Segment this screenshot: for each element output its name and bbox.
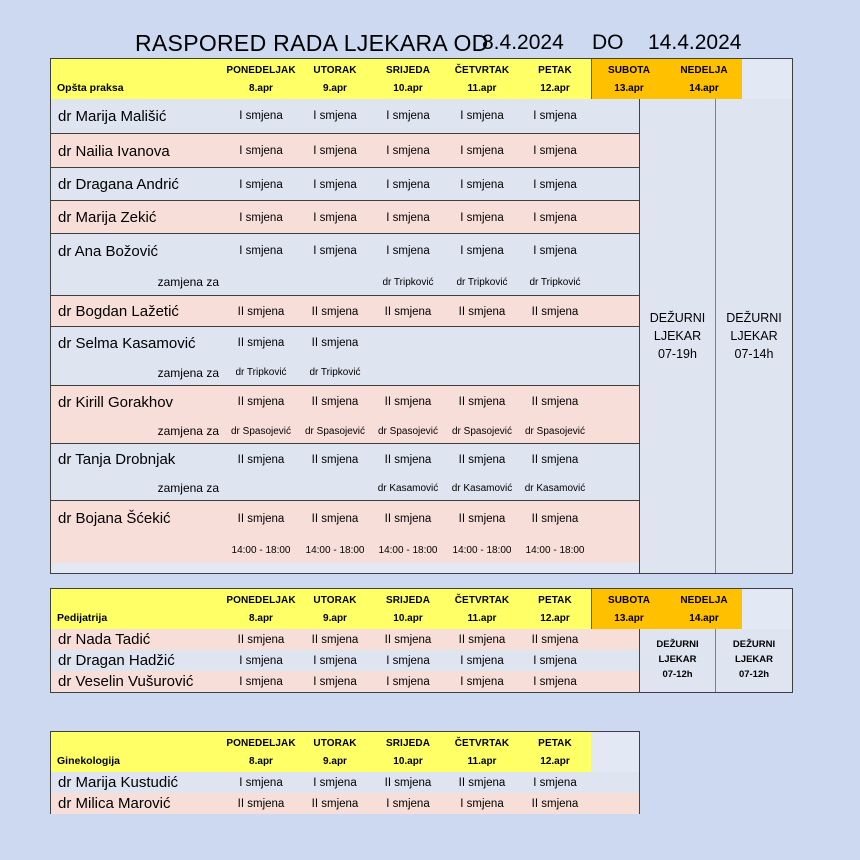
shift-cell: I smjena: [313, 110, 357, 122]
shift-cell: II smjena: [458, 305, 506, 318]
day-header-friday: PETAK 12.apr: [519, 59, 591, 99]
doctor-name: dr Kirill Gorakhov: [58, 393, 174, 411]
day-header-monday: PONEDELJAK 8.apr: [223, 59, 299, 99]
gynecology-rows: [51, 772, 639, 814]
doctor-name: dr Marija Kustudić: [58, 774, 179, 791]
shift-cell: II smjena: [237, 633, 285, 646]
gynecology-header-row: [51, 732, 639, 772]
ped-day-header-wednesday: SRIJEDA 10.apr: [371, 589, 445, 629]
shift-cell: I smjena: [386, 110, 430, 122]
doctor-name: dr Ana Božović: [58, 242, 159, 260]
table-row: [51, 233, 639, 295]
shift-cell: I smjena: [313, 245, 357, 257]
table-row: [51, 650, 639, 671]
note-cell: dr Spasojević: [304, 425, 366, 437]
duty-cell-saturday-pediatrics: DEŽURNI LJEKAR 07-12h: [640, 629, 715, 692]
doctor-name: dr Veselin Vušurović: [58, 673, 194, 690]
table-row: [51, 133, 639, 167]
shift-cell: I smjena: [313, 145, 357, 157]
gyn-day-header-friday: PETAK 12.apr: [519, 732, 591, 772]
doctor-name: dr Dragana Andrić: [58, 176, 179, 193]
shift-cell: I smjena: [239, 654, 283, 667]
shift-cell: I smjena: [386, 654, 430, 667]
shift-cell: II smjena: [311, 396, 359, 408]
table-row: [51, 295, 639, 326]
title-date-from: 8.4.2024: [482, 31, 564, 54]
shift-cell: I smjena: [386, 145, 430, 157]
shift-cell: I smjena: [386, 211, 430, 224]
shift-cell: II smjena: [531, 305, 579, 318]
shift-cell: I smjena: [460, 178, 504, 191]
table-row: [51, 385, 639, 443]
table-row: [51, 99, 639, 133]
note-cell: dr Spasojević: [377, 425, 439, 437]
doctor-name: dr Marija Zekić: [58, 209, 157, 226]
substitute-label: [51, 536, 223, 564]
note-cell: dr Kasamović: [377, 482, 439, 494]
shift-cell: II smjena: [531, 633, 579, 646]
shift-cell: II smjena: [311, 512, 359, 525]
ped-day-header-tuesday: UTORAK 9.apr: [299, 589, 371, 629]
shift-cell: II smjena: [384, 512, 432, 525]
duty-cell-sunday-pediatrics: DEŽURNI LJEKAR 07-12h: [715, 629, 792, 692]
gyn-day-header-wednesday: SRIJEDA 10.apr: [371, 732, 445, 772]
shift-cell: I smjena: [460, 211, 504, 224]
pediatrics-rows: [51, 629, 639, 692]
day-header-wednesday: SRIJEDA 10.apr: [371, 59, 445, 99]
shift-cell: II smjena: [384, 776, 432, 789]
doctor-name: dr Bojana Šćekić: [58, 510, 171, 527]
day-header-saturday: SUBOTA 13.apr: [591, 59, 666, 99]
shift-cell: II smjena: [237, 305, 285, 318]
note-cell: [299, 268, 371, 296]
shift-cell: II smjena: [311, 337, 359, 349]
department-label-pediatrics: Pedijatrija: [51, 589, 223, 629]
table-row: [51, 629, 639, 650]
note-cell: [519, 359, 591, 386]
ped-day-header-thursday: ČETVRTAK 11.apr: [445, 589, 519, 629]
pediatrics-table: [50, 588, 793, 693]
note-cell: 14:00 - 18:00: [452, 544, 512, 556]
note-cell: [223, 268, 299, 296]
shift-cell: I smjena: [533, 211, 577, 224]
shift-cell: I smjena: [460, 245, 504, 257]
table-row: [51, 500, 639, 563]
note-cell: dr Tripković: [382, 276, 434, 288]
ped-day-header-monday: PONEDELJAK 8.apr: [223, 589, 299, 629]
table-row: [51, 200, 639, 233]
table-row: [51, 326, 639, 385]
shift-cell: II smjena: [531, 512, 579, 525]
shift-cell: II smjena: [531, 453, 579, 466]
day-header-sunday: NEDELJA 14.apr: [666, 59, 742, 99]
note-cell: 14:00 - 18:00: [378, 544, 438, 556]
shift-cell: I smjena: [386, 797, 430, 810]
gyn-day-header-tuesday: UTORAK 9.apr: [299, 732, 371, 772]
department-label-general: Opšta praksa: [51, 59, 223, 99]
doctor-name: dr Dragan Hadžić: [58, 652, 175, 669]
shift-cell: I smjena: [239, 675, 283, 688]
shift-cell: II smjena: [311, 633, 359, 646]
note-cell: dr Spasojević: [524, 425, 586, 437]
page-title: [0, 26, 860, 60]
shift-cell: I smjena: [386, 675, 430, 688]
day-header-tuesday: UTORAK 9.apr: [299, 59, 371, 99]
shift-cell: II smjena: [458, 512, 506, 525]
doctor-name: dr Marija Mališić: [58, 107, 167, 125]
substitute-label: zamjena za: [157, 275, 219, 289]
general-practice-rows: [51, 99, 639, 563]
note-cell: [371, 359, 445, 386]
shift-cell: II smjena: [531, 396, 579, 408]
shift-cell: II smjena: [458, 453, 506, 466]
duty-cell-sunday-general: DEŽURNI LJEKAR 07-14h: [715, 99, 792, 573]
shift-cell: I smjena: [460, 145, 504, 157]
shift-cell: I smjena: [239, 145, 283, 157]
note-cell: 14:00 - 18:00: [525, 544, 585, 556]
table-row: [51, 793, 639, 814]
shift-cell: II smjena: [311, 453, 359, 466]
shift-cell: II smjena: [458, 776, 506, 789]
note-cell: dr Tripković: [529, 276, 581, 288]
shift-cell: I smjena: [460, 654, 504, 667]
title-connector: DO: [592, 31, 624, 54]
substitute-label: zamjena za: [157, 365, 219, 380]
shift-cell: [519, 327, 591, 359]
shift-cell: II smjena: [531, 797, 579, 810]
note-cell: 14:00 - 18:00: [305, 544, 365, 556]
department-label-gynecology: Ginekologija: [51, 732, 223, 772]
substitute-label: zamjena za: [157, 481, 219, 495]
shift-cell: I smjena: [239, 211, 283, 224]
table-row: [51, 167, 639, 200]
shift-cell: I smjena: [313, 654, 357, 667]
note-cell: [299, 475, 371, 501]
shift-cell: II smjena: [311, 797, 359, 810]
note-cell: dr Tripković: [235, 367, 287, 378]
shift-cell: I smjena: [386, 178, 430, 191]
shift-cell: II smjena: [384, 453, 432, 466]
shift-cell: I smjena: [239, 245, 283, 257]
shift-cell: I smjena: [313, 178, 357, 191]
general-practice-table: [50, 58, 793, 574]
shift-cell: I smjena: [313, 211, 357, 224]
note-cell: dr Spasojević: [451, 425, 513, 437]
shift-cell: II smjena: [237, 512, 285, 525]
ped-day-header-sunday: NEDELJA 14.apr: [666, 589, 742, 629]
shift-cell: I smjena: [460, 675, 504, 688]
shift-cell: I smjena: [460, 110, 504, 122]
doctor-name: dr Bogdan Lažetić: [58, 303, 179, 320]
title-text: RASPORED RADA LJEKARA OD: [135, 29, 489, 56]
shift-cell: II smjena: [237, 337, 285, 349]
note-cell: dr Spasojević: [230, 425, 292, 437]
shift-cell: II smjena: [237, 396, 285, 408]
shift-cell: I smjena: [239, 178, 283, 191]
shift-cell: I smjena: [533, 178, 577, 191]
shift-cell: [445, 327, 519, 359]
gynecology-table: [50, 731, 640, 814]
shift-cell: I smjena: [533, 110, 577, 122]
doctor-name: dr Nailia Ivanova: [58, 142, 170, 160]
shift-cell: I smjena: [386, 245, 430, 257]
doctor-name: dr Tanja Drobnjak: [58, 451, 176, 468]
table-row: [51, 671, 639, 692]
table-row: [51, 772, 639, 793]
note-cell: dr Tripković: [309, 367, 361, 378]
note-cell: 14:00 - 18:00: [231, 544, 291, 556]
shift-cell: II smjena: [458, 396, 506, 408]
shift-cell: II smjena: [237, 453, 285, 466]
ped-day-header-friday: PETAK 12.apr: [519, 589, 591, 629]
substitute-label: zamjena za: [157, 424, 219, 438]
shift-cell: I smjena: [533, 145, 577, 157]
shift-cell: II smjena: [237, 797, 285, 810]
shift-cell: II smjena: [384, 396, 432, 408]
shift-cell: I smjena: [239, 776, 283, 789]
shift-cell: I smjena: [460, 797, 504, 810]
note-cell: [223, 475, 299, 501]
note-cell: [445, 359, 519, 386]
shift-cell: II smjena: [311, 305, 359, 318]
duty-cell-saturday-general: DEŽURNI LJEKAR 07-19h: [640, 99, 715, 573]
shift-cell: I smjena: [533, 675, 577, 688]
shift-cell: I smjena: [533, 776, 577, 789]
table-row: [51, 443, 639, 500]
doctor-name: dr Nada Tadić: [58, 631, 151, 648]
shift-cell: I smjena: [313, 776, 357, 789]
note-cell: dr Kasamović: [451, 482, 513, 494]
doctor-name: dr Milica Marović: [58, 795, 171, 812]
note-cell: dr Kasamović: [524, 482, 586, 494]
gyn-day-header-monday: PONEDELJAK 8.apr: [223, 732, 299, 772]
day-header-thursday: ČETVRTAK 11.apr: [445, 59, 519, 99]
shift-cell: I smjena: [313, 675, 357, 688]
note-cell: dr Tripković: [456, 276, 508, 288]
ped-day-header-saturday: SUBOTA 13.apr: [591, 589, 666, 629]
general-practice-header-row: [51, 59, 792, 99]
shift-cell: I smjena: [533, 654, 577, 667]
gyn-day-header-thursday: ČETVRTAK 11.apr: [445, 732, 519, 772]
shift-cell: [371, 327, 445, 359]
shift-cell: I smjena: [239, 110, 283, 122]
pediatrics-header-row: [51, 589, 792, 629]
shift-cell: I smjena: [533, 245, 577, 257]
shift-cell: II smjena: [384, 633, 432, 646]
shift-cell: II smjena: [384, 305, 432, 318]
doctor-name: dr Selma Kasamović: [58, 334, 196, 352]
title-date-to: 14.4.2024: [648, 31, 742, 54]
shift-cell: II smjena: [458, 633, 506, 646]
